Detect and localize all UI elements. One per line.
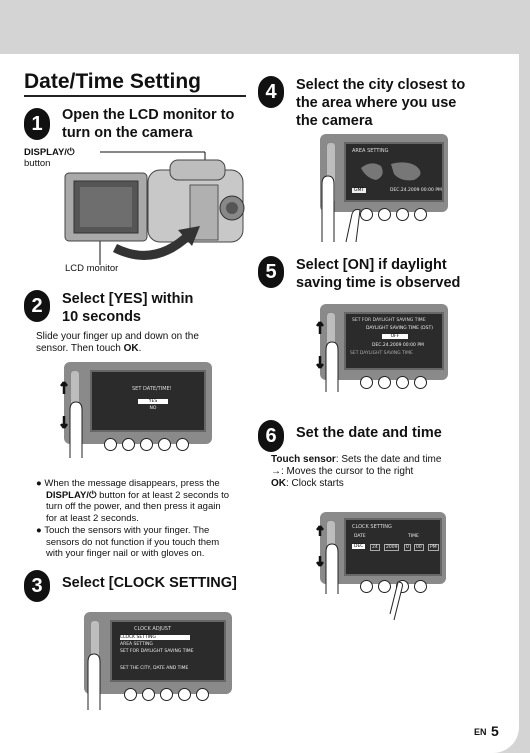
step-4-heading (296, 76, 465, 130)
clock-setting-row[interactable]: CLOCK SETTING (120, 635, 190, 640)
step-2-number: 2 (24, 290, 50, 322)
bullet-1-text-2: button for at least 2 seconds to (96, 489, 230, 501)
gmt-badge: GMT (354, 188, 365, 193)
bullet-2-line-1: ● Touch the sensors with your finger. The (36, 525, 210, 536)
step-3-heading: Select [CLOCK SETTING] (62, 575, 237, 591)
bullet-1-line-2 (36, 490, 229, 502)
step-4-camera-screen (320, 134, 470, 244)
hand-icon (74, 642, 102, 712)
camera-open-illustration (60, 140, 250, 265)
bullet-1-line-3: turn off the power, and then press it again (46, 501, 221, 512)
date-label: DATE (354, 534, 366, 539)
top-band (0, 0, 519, 54)
step-4-heading-line-3: the camera (296, 113, 373, 129)
screen-datetime: DEC.24.2009 00:00 PM (372, 343, 424, 348)
ok-keyword: OK (271, 478, 286, 489)
step-6-heading: Set the date and time (296, 425, 442, 441)
step-5-heading-line-2: saving time is observed (296, 275, 461, 291)
hand-icon (316, 524, 406, 622)
lcd-screen (90, 370, 206, 432)
bullet-2-line-2: sensors do not function if you touch them (46, 536, 220, 548)
step-2-body-line-2 (36, 343, 199, 355)
month-field[interactable]: DEC (354, 544, 364, 549)
title-rule (24, 95, 246, 97)
step-2-heading-line-1: Select [YES] within (62, 291, 194, 307)
screen-title: SET FOR DAYLIGHT SAVING TIME (352, 318, 426, 323)
hand-icon (312, 154, 372, 244)
bullet-1-text: When the message disappears, press the (44, 478, 220, 489)
step-6-line-2 (271, 466, 441, 478)
year-field[interactable]: 2009 (386, 545, 398, 550)
hour-field[interactable]: 0 (406, 545, 409, 550)
touch-button-4[interactable] (414, 208, 427, 221)
step-2-body-text: sensor. Then touch (36, 343, 124, 354)
touch-button-3[interactable] (396, 208, 409, 221)
step-6-number: 6 (258, 420, 284, 452)
right-arrow-icon: → (271, 466, 281, 477)
footer-lang: EN (474, 727, 487, 737)
footer-page-number: 5 (491, 723, 499, 739)
ampm-field[interactable]: PM (430, 545, 437, 550)
step-1-heading-line-2: turn on the camera (62, 125, 193, 141)
touch-button-2[interactable] (122, 438, 135, 451)
step-6-text-1: : Sets the date and time (335, 454, 442, 465)
step-5-camera-screen (320, 304, 470, 394)
step-6-text-3: : Clock starts (286, 478, 344, 489)
screen-hint: SET THE CITY, DATE AND TIME (120, 666, 189, 671)
no-option[interactable]: NO (149, 406, 157, 411)
step-3-number: 3 (24, 570, 50, 602)
step-4-heading-line-2: the area where you use (296, 95, 457, 111)
step-2-body (36, 331, 199, 355)
display-button-label: DISPLAY/⏻ (24, 147, 75, 158)
step-6-text-2: : Moves the cursor to the right (281, 466, 414, 477)
lcd-monitor-label: LCD monitor (65, 263, 119, 274)
step-6-camera-screen (320, 512, 470, 622)
minute-field[interactable]: 00 (416, 545, 422, 550)
step-1-number: 1 (24, 108, 50, 140)
button-label: button (24, 158, 51, 169)
touch-button-4[interactable] (414, 580, 427, 593)
step-5-heading (296, 256, 460, 292)
step-1-heading-line-1: Open the LCD monitor to (62, 107, 235, 123)
lcd-screen (344, 312, 444, 370)
off-option[interactable]: OFF (382, 334, 408, 339)
screen-title: CLOCK ADJUST (134, 626, 172, 632)
step-6-line-1 (271, 454, 441, 466)
step-1-heading (62, 106, 234, 142)
page-title: Date/Time Setting (24, 70, 201, 93)
step-4-heading-line-1: Select the city closest to (296, 77, 466, 93)
screen-title: CLOCK SETTING (352, 524, 392, 530)
touch-button-ok[interactable] (196, 688, 209, 701)
ok-keyword: OK (123, 343, 139, 354)
touch-button-1[interactable] (104, 438, 117, 451)
step-2-body-line-1: Slide your finger up and down on the (36, 331, 199, 342)
screen-title: AREA SETTING (352, 148, 389, 154)
touch-button-1[interactable] (124, 688, 137, 701)
touch-button-4[interactable] (178, 688, 191, 701)
step-3-camera-screen (84, 612, 234, 712)
screen-title: SET DATE/TIME! (132, 386, 172, 392)
bullet-2-text: Touch the sensors with your finger. The (44, 525, 210, 536)
touch-sensor-keyword: Touch sensor (271, 454, 336, 465)
touch-button-4[interactable] (414, 376, 427, 389)
lcd-screen (110, 620, 226, 682)
step-6-body (271, 454, 441, 490)
dst-row[interactable]: SET FOR DAYLIGHT SAVING TIME (120, 649, 194, 654)
touch-button-1[interactable] (360, 376, 373, 389)
step-5-heading-line-1: Select [ON] if daylight (296, 257, 447, 273)
finger-icon (316, 320, 342, 394)
time-label: TIME (408, 534, 419, 539)
touch-button-ok[interactable] (176, 438, 189, 451)
touch-button-2[interactable] (142, 688, 155, 701)
step-2-period: . (138, 343, 142, 354)
bullet-2-line-3: with your finger nail or with gloves on. (46, 548, 205, 559)
finger-icon (60, 380, 88, 460)
step-2-heading (62, 290, 193, 326)
display-keyword: DISPLAY/⏻ (46, 489, 97, 501)
touch-button-3[interactable] (160, 688, 173, 701)
dst-subtitle: DAYLIGHT SAVING TIME (DST) (366, 326, 433, 331)
bullet-2 (36, 525, 219, 560)
bullet-1 (36, 478, 229, 524)
touch-button-2[interactable] (378, 376, 391, 389)
dst-on-row: SET DAYLIGHT SAVING TIME (350, 351, 413, 356)
step-5-number: 5 (258, 256, 284, 288)
step-6-line-3 (271, 478, 441, 490)
bullet-1-line-4: for at least 2 seconds. (46, 512, 139, 524)
step-2-camera-screen (64, 362, 214, 462)
touch-button-2[interactable] (378, 208, 391, 221)
day-field[interactable]: 24 (372, 545, 378, 550)
screen-datetime: DEC.24.2009 00:00 PM (390, 188, 442, 193)
touch-button-3[interactable] (396, 376, 409, 389)
bullet-1-line-1: ● When the message disappears, press the (36, 478, 220, 489)
step-4-number: 4 (258, 76, 284, 108)
touch-button-4[interactable] (158, 438, 171, 451)
touch-button-3[interactable] (140, 438, 153, 451)
step-2-heading-line-2: 10 seconds (62, 309, 141, 325)
area-setting-row[interactable]: AREA SETTING (120, 642, 153, 647)
yes-option[interactable]: YES (138, 399, 168, 404)
